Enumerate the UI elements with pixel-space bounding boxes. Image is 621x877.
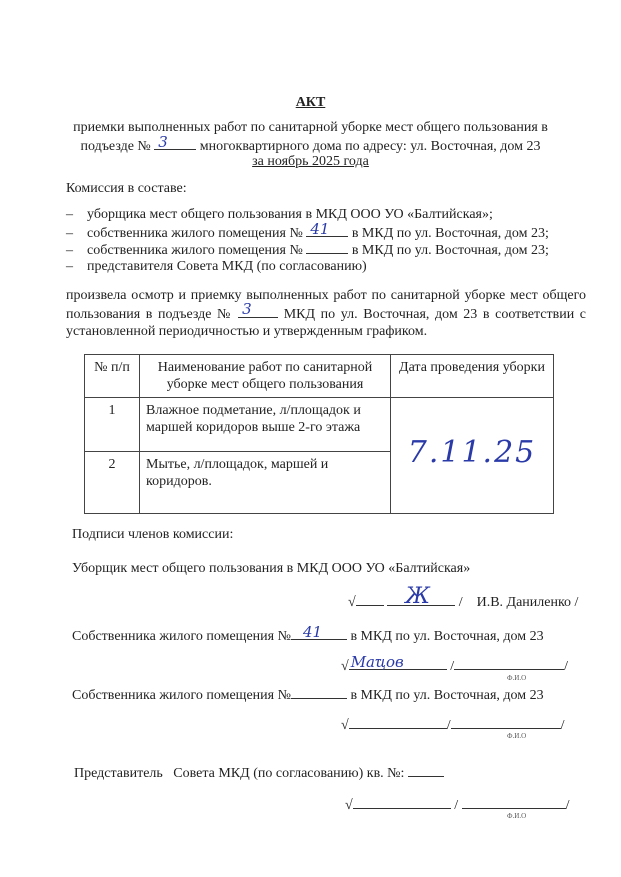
cleaner-name: И.В. Даниленко /	[476, 595, 579, 610]
owner2-signature-line: √ / /	[341, 718, 565, 733]
works-table	[84, 354, 554, 514]
item-text: представителя Совета МКД (по согласованию)	[87, 259, 367, 274]
subtitle-line2	[0, 133, 621, 155]
title-text: АКТ	[295, 95, 326, 110]
item-text: в МКД по ул. Восточная, дом 23;	[351, 226, 549, 241]
table-row	[85, 398, 554, 452]
text: МКД по ул. Восточная, дом 23 в соответствии с установленной периодичностью и утвержденным графиком.	[66, 306, 587, 339]
date-cell	[391, 398, 554, 514]
label: Представитель Совета МКД (по согласованию) кв. №:	[74, 766, 405, 781]
entrance-field	[238, 300, 278, 318]
handwritten-apartment: 41	[310, 220, 330, 238]
council-line	[74, 764, 444, 782]
commission-item: – собственника жилого помещения № в МКД по ул. Восточная, дом 23;	[66, 243, 549, 258]
item-text: в МКД по ул. Восточная, дом 23;	[351, 243, 549, 258]
apartment-field	[306, 220, 348, 238]
owner2-line	[72, 686, 544, 704]
fio-caption: Ф.И.О	[507, 812, 527, 820]
commission-item: – представителя Совета МКД (по согласованию)	[66, 259, 367, 274]
apartment-field	[291, 686, 347, 699]
commission-item: – собственника жилого помещения № 41 в МКД по ул. Восточная, дом 23;	[66, 220, 549, 241]
label: в МКД по ул. Восточная, дом 23	[350, 688, 544, 703]
cleaner-signature-line: √ Ж / И.В. Даниленко /	[348, 584, 579, 610]
handwritten-date: 7.11.25	[407, 435, 537, 470]
apartment-field	[408, 764, 444, 777]
row-work: Влажное подметание, л/площадок и маршей коридоров выше 2-го этажа	[140, 398, 391, 452]
handwritten-apartment: 41	[302, 623, 323, 641]
header-work: Наименование работ по санитарной уборке мест общего пользования	[140, 355, 391, 398]
council-signature-line: √ / /	[345, 798, 570, 813]
label: Собственника жилого помещения №	[72, 688, 291, 703]
inspection-paragraph	[66, 287, 586, 341]
header-num: № п/п	[85, 355, 140, 398]
commission-item: – уборщика мест общего пользования в МКД ООО УО «Балтийская»;	[66, 207, 493, 222]
owner1-line	[72, 623, 544, 645]
label: в МКД по ул. Восточная, дом 23	[350, 629, 544, 644]
row-num: 1	[85, 398, 140, 452]
item-text: уборщика мест общего пользования в МКД ООО УО «Балтийская»;	[87, 207, 493, 222]
period: за ноябрь 2025 года	[252, 154, 369, 169]
text: произвела осмотр и приемку выполненных работ по санитарной уборке мест общего пользования в подъезде №	[66, 288, 586, 322]
subtitle-line1: приемки выполненных работ по санитарной уборке мест общего пользования в	[73, 120, 548, 135]
apartment-field	[306, 241, 348, 254]
table-header-row	[85, 355, 554, 398]
commission-heading: Комиссия в составе:	[66, 181, 187, 196]
cleaner-label: Уборщик мест общего пользования в МКД ООО УО «Балтийская»	[72, 561, 471, 576]
act-title	[0, 95, 621, 111]
header-date: Дата проведения уборки	[391, 355, 554, 398]
row-num: 2	[85, 452, 140, 514]
label: Собственника жилого помещения №	[72, 629, 291, 644]
item-text: собственника жилого помещения №	[87, 243, 303, 258]
label: многоквартирного дома по адресу: ул. Восточная, дом 23	[199, 139, 541, 154]
item-text: собственника жилого помещения №	[87, 226, 303, 241]
row-work: Мытье, л/площадок, маршей и коридоров.	[140, 452, 391, 514]
signatures-heading: Подписи членов комиссии:	[72, 527, 234, 542]
fio-caption: Ф.И.О	[507, 732, 527, 740]
owner1-signature-line: √ Маҵов / /	[341, 653, 568, 674]
apartment-field	[291, 623, 347, 641]
fio-caption: Ф.И.О	[507, 674, 527, 682]
handwritten-entrance: 3	[242, 300, 252, 318]
entrance-field	[154, 133, 196, 151]
label: подъезде №	[80, 139, 151, 154]
handwritten-entrance: 3	[158, 133, 168, 151]
